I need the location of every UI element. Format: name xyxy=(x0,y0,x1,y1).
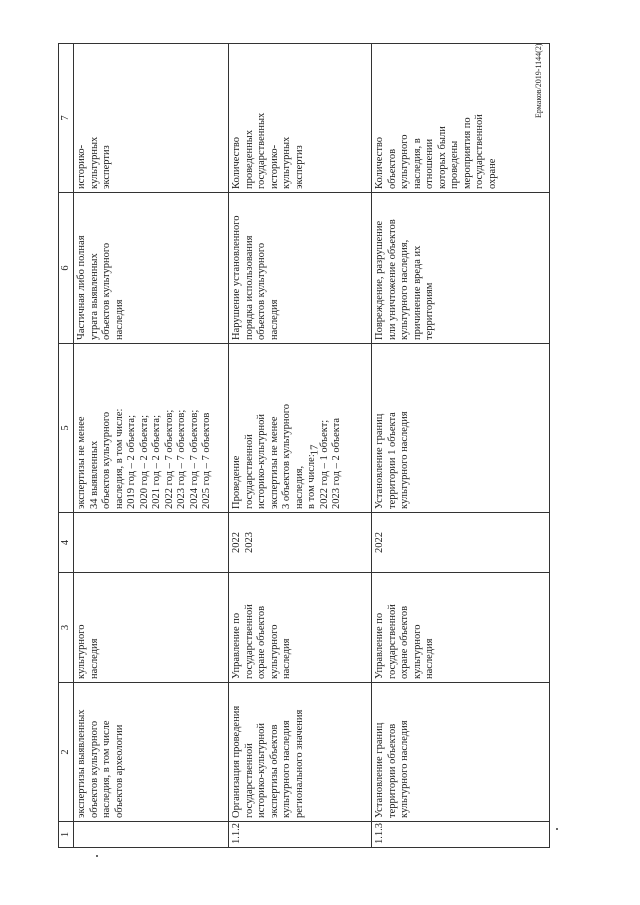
measures-table xyxy=(58,43,550,848)
header-col-7: 7 xyxy=(59,44,74,193)
header-row xyxy=(59,44,74,848)
cell-indicator: Количество объектов культурного наследия, в отношении которых были проведены мероприятия по государственной охране xyxy=(372,44,550,193)
cell-years: 2022 2023 xyxy=(229,513,372,573)
cell-years xyxy=(74,513,229,573)
header-col-4: 4 xyxy=(59,513,74,573)
cell-result: Установление границ территории 1 объекта культурного наследия xyxy=(372,344,550,513)
cell-result: экспертизы не менее 34 выявленных объектов культурного наследия, в том числе: 2019 год – 2 объекта; 2020 год – 2 объекта; 2021 год – 2 объекта; 2022 год – 7 объектов; 2023 год – 7 объектов; 2024 год – 7 объектов; 2025 год – 7 объектов xyxy=(74,344,229,513)
cell-consequence: Частичная либо полная утрата выявленных объектов культурного наследия xyxy=(74,193,229,344)
cell-consequence: Нарушение установленного порядка использования объектов культурного наследия xyxy=(229,193,372,344)
cell-indicator: Количество проведенных государственных историко- культурных экспертиз xyxy=(229,44,372,193)
document-code: Ермаков/2019-1144(2) xyxy=(534,43,543,118)
rotated-table-container xyxy=(58,44,550,848)
header-col-6: 6 xyxy=(59,193,74,344)
cell-indicator: историко- культурных экспертиз xyxy=(74,44,229,193)
cell-measure: экспертизы выявленных объектов культурного наследия, в том числе объектов археологии xyxy=(74,683,229,822)
cell-number: 1.1.3 xyxy=(372,822,550,848)
header-col-5: 5 xyxy=(59,344,74,513)
table-row xyxy=(229,44,372,848)
header-col-2: 2 xyxy=(59,683,74,822)
cell-number: 1.1.2 xyxy=(229,822,372,848)
scan-mark xyxy=(556,828,558,830)
header-col-3: 3 xyxy=(59,573,74,683)
cell-measure: Установление границ территории объектов культурного наследия xyxy=(372,683,550,822)
cell-years: 2022 xyxy=(372,513,550,573)
cell-executor: Управление по государственной охране объектов культурного наследия xyxy=(372,573,550,683)
cell-consequence: Повреждение, разрушение или уничтожение объектов культурного наследия, причинение вреда их территориям xyxy=(372,193,550,344)
cell-result: Проведение государственной историко-культурной экспертизы не менее 3 объектов культурного наследия, в том числе: 2022 год – 1 объект; 2023 год – 2 объекта xyxy=(229,344,372,513)
table-row xyxy=(372,44,550,848)
cell-executor: культурного наследия xyxy=(74,573,229,683)
cell-measure: Организация проведения государственной историко-культурной экспертизы объектов культурного наследия регионального значения xyxy=(229,683,372,822)
scan-mark xyxy=(96,855,98,857)
table-row xyxy=(74,44,229,848)
header-col-1: 1 xyxy=(59,822,74,848)
cell-number xyxy=(74,822,229,848)
cell-executor: Управление по государственной охране объектов культурного наследия xyxy=(229,573,372,683)
page-number: 17 xyxy=(308,444,321,456)
